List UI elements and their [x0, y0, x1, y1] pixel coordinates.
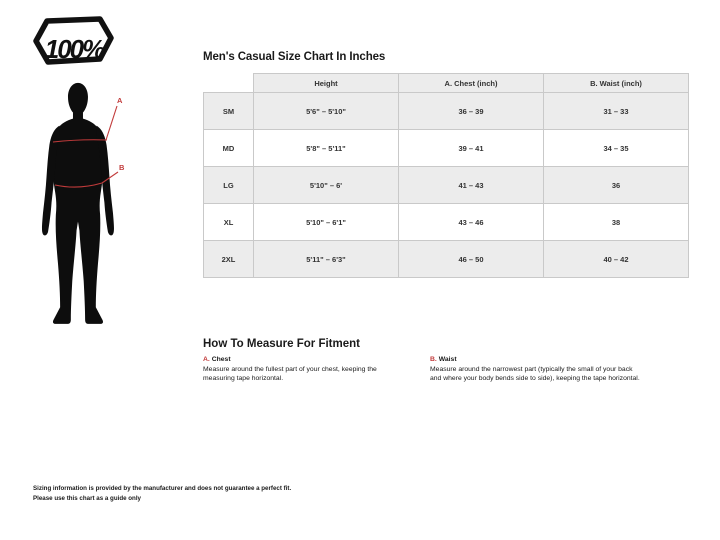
size-cell: MD: [204, 130, 254, 167]
height-cell: 5'11" – 6'3": [254, 241, 399, 278]
chest-cell: 36 – 39: [399, 93, 544, 130]
table-row-md: [204, 130, 689, 167]
measure-chest-name: Chest: [211, 356, 231, 363]
measure-chest-column: [203, 356, 393, 384]
measure-waist-column: [430, 356, 644, 384]
chest-cell: 46 – 50: [399, 241, 544, 278]
measure-waist-key: B.: [430, 356, 437, 363]
height-cell: 5'10" – 6': [254, 167, 399, 204]
measure-waist-label: [430, 356, 644, 363]
size-cell: LG: [204, 167, 254, 204]
chest-cell: 41 – 43: [399, 167, 544, 204]
size-table-header: [204, 74, 689, 93]
brand-logo-100percent: [33, 14, 115, 66]
waist-point-label: B: [119, 163, 125, 172]
header-row: [204, 74, 689, 93]
measure-section-heading: How To Measure For Fitment: [203, 338, 360, 350]
logo-text: 100%: [44, 34, 104, 64]
measure-chest-label: [203, 356, 393, 363]
chest-cell: 39 – 41: [399, 130, 544, 167]
measure-chest-key: A.: [203, 356, 210, 363]
table-row-lg: [204, 167, 689, 204]
height-column-header: Height: [254, 74, 399, 93]
corner-cell: [204, 74, 254, 93]
measure-waist-name: Waist: [438, 356, 457, 363]
chest-cell: 43 – 46: [399, 204, 544, 241]
measure-waist-text: Measure around the narrowest part (typically the small of your back and where your body bends side to side), keeping the tape horizontal.: [430, 366, 640, 383]
measure-chest-text: Measure around the fullest part of your chest, keeping the measuring tape horizontal.: [203, 366, 377, 383]
table-row-2xl: [204, 241, 689, 278]
waist-cell: 38: [544, 204, 689, 241]
waist-cell: 34 – 35: [544, 130, 689, 167]
chest-leader-line: [106, 106, 117, 140]
page-title: Men's Casual Size Chart In Inches: [203, 51, 386, 63]
man-silhouette: [42, 83, 114, 324]
table-row-xl: [204, 204, 689, 241]
size-cell: XL: [204, 204, 254, 241]
height-cell: 5'8" – 5'11": [254, 130, 399, 167]
waist-cell: 31 – 33: [544, 93, 689, 130]
chest-column-header: A. Chest (inch): [399, 74, 544, 93]
height-cell: 5'10" – 6'1": [254, 204, 399, 241]
disclaimer-line-1: Sizing information is provided by the manufacturer and does not guarantee a perfect fit.: [33, 485, 292, 492]
chest-point-label: A: [117, 96, 123, 105]
table-row-sm: [204, 93, 689, 130]
disclaimer-line-2: Please use this chart as a guide only: [33, 494, 141, 502]
waist-cell: 40 – 42: [544, 241, 689, 278]
height-cell: 5'6" – 5'10": [254, 93, 399, 130]
size-chart-table: [203, 73, 689, 278]
size-cell: SM: [204, 93, 254, 130]
waist-cell: 36: [544, 167, 689, 204]
disclaimer-footnote: [33, 484, 291, 503]
male-silhouette-figure: [30, 80, 190, 330]
waist-column-header: B. Waist (inch): [544, 74, 689, 93]
size-cell: 2XL: [204, 241, 254, 278]
